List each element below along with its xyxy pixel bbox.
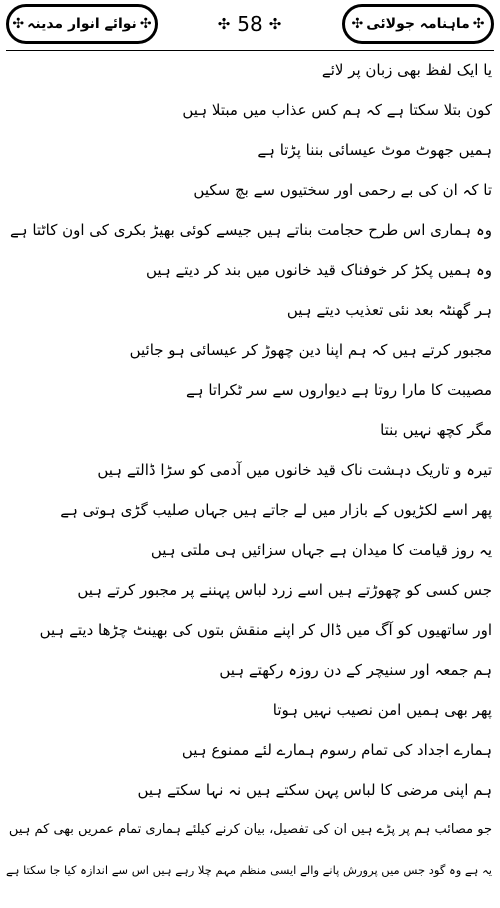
issue-title-frame xyxy=(342,4,494,44)
ornament-icon: ✣ xyxy=(268,15,283,33)
ornament-icon: ✣ xyxy=(217,15,232,33)
header-divider xyxy=(6,50,494,51)
verse-line: ہم اپنی مرضی کا لباس پہن سکتے ہیں نہ نہا سکتے ہیں xyxy=(137,781,492,799)
verse-line: وہ ہمیں پکڑ کر خوفناک قید خانوں میں بند کر دیتے ہیں xyxy=(146,261,492,279)
issue-title: ماہنامہ جولائی xyxy=(366,16,470,32)
page-number-area xyxy=(158,4,342,44)
verse-line: مصیبت کا مارا روتا ہے دیواروں سے سر ٹکراتا ہے xyxy=(186,381,492,399)
page-header xyxy=(6,4,494,46)
verse-line: تا کہ ان کی بے رحمی اور سختیوں سے بچ سکیں xyxy=(193,181,492,199)
verse-line: تیرہ و تاریک دہشت ناک قید خانوں میں آدمی کو سڑا ڈالتے ہیں xyxy=(97,461,492,479)
verse-line: یہ روز قیامت کا میدان ہے جہاں سزائیں ہی ملتی ہیں xyxy=(150,541,492,559)
verse-line: ہمیں جھوٹ موٹ عیسائی بننا پڑتا ہے xyxy=(257,141,492,159)
verse-line: مجبور کرتے ہیں کہ ہم اپنا دین چھوڑ کر عیسائی ہو جائیں xyxy=(129,341,492,359)
verse-line: پھر اسے لکڑیوں کے بازار میں لے جاتے ہیں جہاں صلیب گڑی ہوتی ہے xyxy=(60,501,492,519)
verse-line: ہم جمعہ اور سنیچر کے دن روزہ رکھتے ہیں xyxy=(219,661,492,679)
magazine-name-frame xyxy=(6,4,158,44)
ornament-icon: ✣ xyxy=(351,16,364,32)
verse-line: مگر کچھ نہیں بنتا xyxy=(380,421,492,439)
ornament-icon: ✣ xyxy=(139,16,152,32)
verse-line: یا ایک لفظ بھی زبان پر لائے xyxy=(321,61,492,79)
ornament-icon: ✣ xyxy=(12,16,25,32)
verse-line: ہمارے اجداد کی تمام رسوم ہمارے لئے ممنوع ہیں xyxy=(181,741,492,759)
verse-line: جس کسی کو چھوڑتے ہیں اسے زرد لباس پہننے پر مجبور کرتے ہیں xyxy=(77,581,492,599)
verse-line: اور ساتھیوں کو آگ میں ڈال کر اپنے منقش بتوں کی بھینٹ چڑھا دیتے ہیں xyxy=(39,621,492,639)
verse-line: پھر بھی ہمیں امن نصیب نہیں ہوتا xyxy=(272,701,492,719)
verse-line: یہ ہے وہ گود جس میں پرورش پانے والے ایسی منظم مہم چلا رہے ہیں اس سے اندازہ کیا جا سکتا ہے xyxy=(6,863,492,877)
verse-line: ہر گھنٹہ بعد نئی تعذیب دیتے ہیں xyxy=(286,301,492,319)
magazine-name: نوائے انوار مدینہ xyxy=(27,16,137,32)
verse-line: کون بتلا سکتا ہے کہ ہم کس عذاب میں مبتلا ہیں xyxy=(182,101,492,119)
verse-line: جو مصائب ہم پر پڑے ہیں ان کی تفصیل، بیان کرنے کیلئے ہماری تمام عمریں بھی کم ہیں xyxy=(8,822,492,837)
ornament-icon: ✣ xyxy=(472,16,485,32)
page-number: 58 xyxy=(237,12,263,36)
verse-line: وہ ہماری اس طرح حجامت بناتے ہیں جیسے کوئی بھیڑ بکری کی اون کاٹتا ہے xyxy=(10,221,492,239)
